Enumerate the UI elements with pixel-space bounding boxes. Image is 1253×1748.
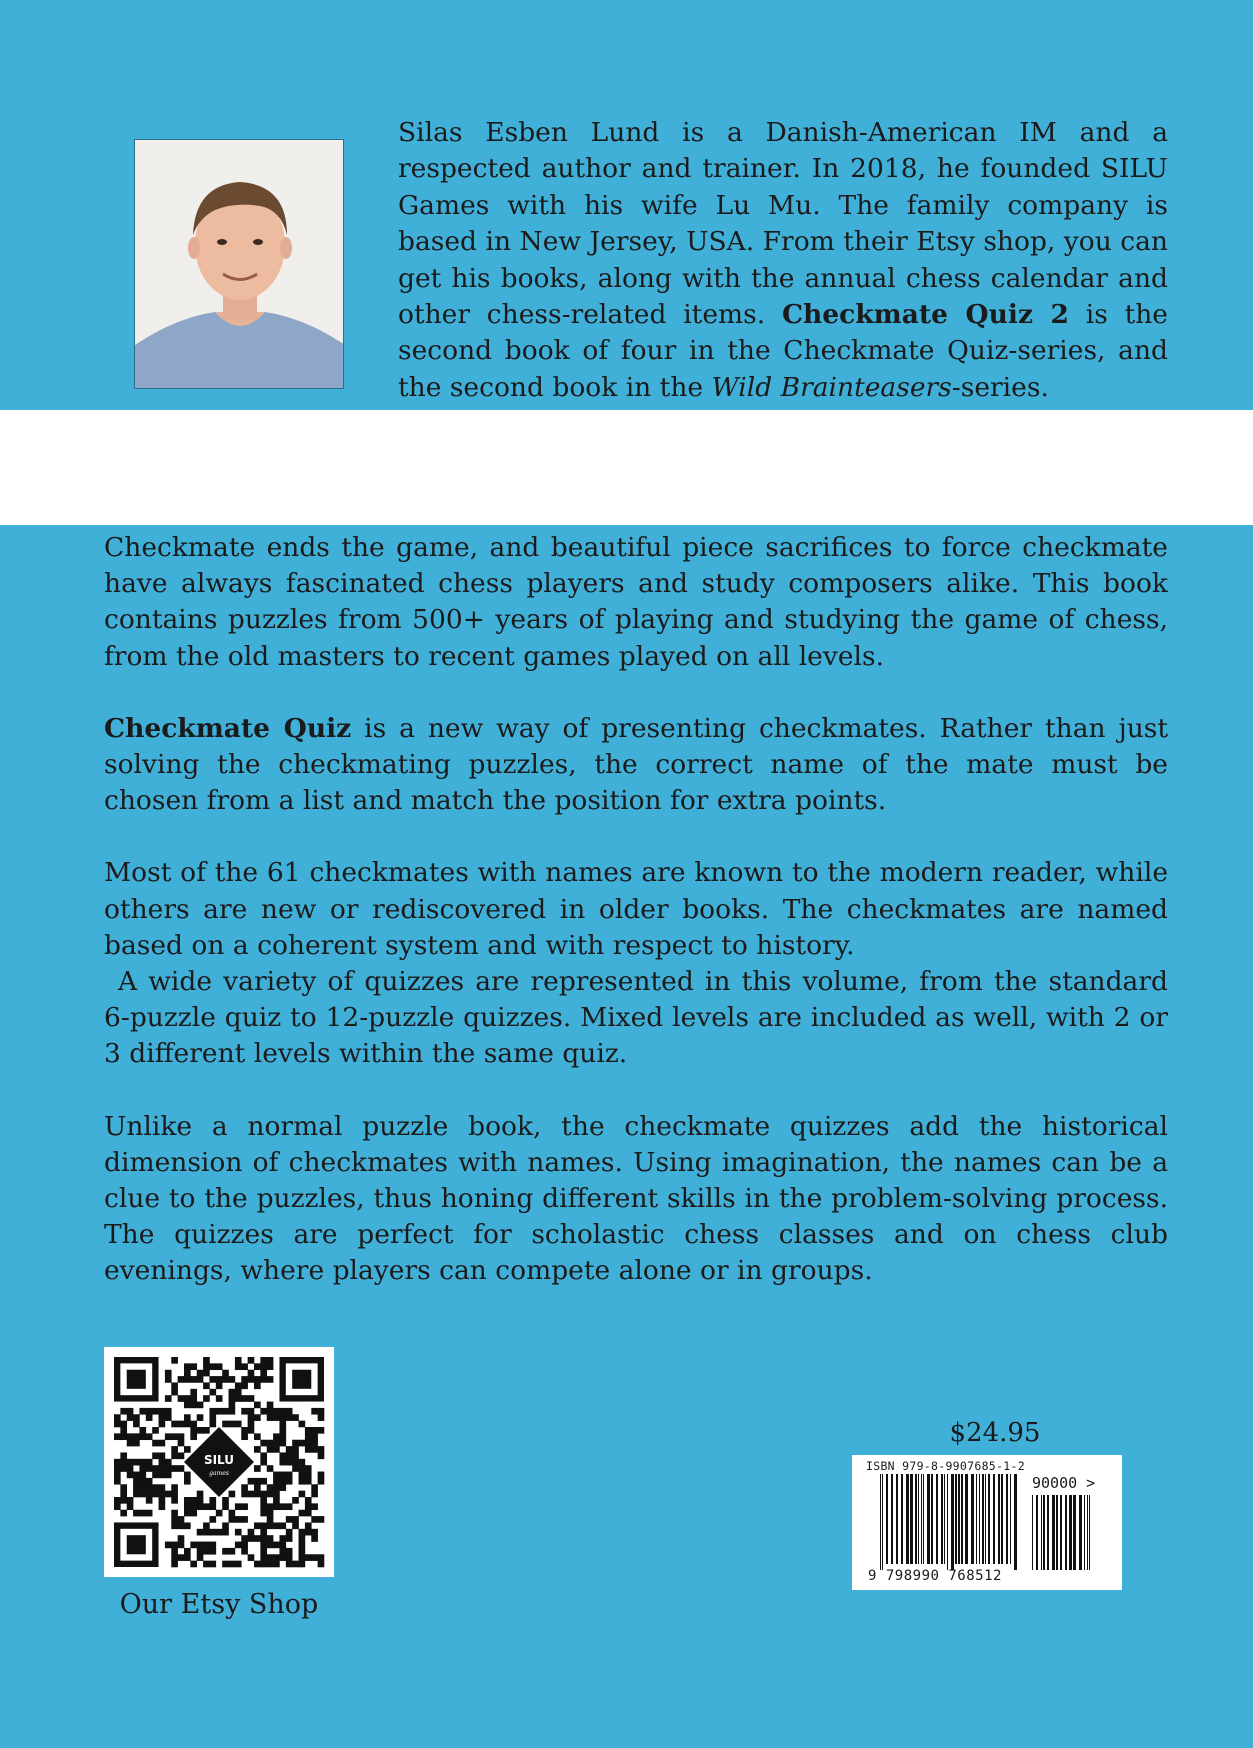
isbn-barcode (852, 1455, 1122, 1590)
author-photo (134, 139, 344, 389)
author-bio: Silas Esben Lund is a Danish-American IM and a respected author and trainer. In 2018, he founded SILU Games with his wife Lu Mu. The family company is based in New Jersey, USA. From their Etsy shop, you can get his books, along with the annual chess calendar and other chess-related items. Checkmate Quiz 2 is the second book of four in the Checkmate Quiz-series, and the second book in the Wild Brainteasers-series. (398, 117, 1168, 403)
description-paragraph: Checkmate Quiz is a new way of presenting checkmates. Rather than just solving the checkmating puzzles, the correct name of the mate must be chosen from a list and match the position for extra points. (104, 712, 1169, 817)
book-description (104, 530, 1168, 1290)
description-paragraph: Checkmate ends the game, and beautiful piece sacrifices to force checkmate have always fascinated chess players and study composers alike. This book contains puzzles from 500+ years of playing and studying the game of chess, from the old masters to recent games played on all levels. (104, 532, 1168, 672)
qr-logo-text: SILU (203, 1453, 235, 1467)
etsy-qr-code[interactable] (104, 1347, 334, 1577)
series-name: Wild Brainteasers (711, 371, 952, 403)
qr-caption: Our Etsy Shop (119, 1589, 319, 1620)
isbn-text: ISBN 979-8-9907685-1-2 (866, 1459, 1025, 1473)
addon-code: 90000 > (1032, 1474, 1096, 1492)
book-title: Checkmate Quiz 2 (781, 299, 1069, 331)
price-label: $24.95 (949, 1418, 1041, 1448)
ean-number: 9 798990 768512 (868, 1568, 1002, 1584)
description-paragraph: Unlike a normal puzzle book, the checkmate quizzes add the historical dimension of checkmates with names. Using imagination, the names can be a clue to the puzzles, thus honing different skills in the problem-solving process. The quizzes are perfect for scholastic chess classes and on chess club evenings, where players can compete alone or in groups. (104, 1110, 1168, 1287)
description-paragraph: Most of the 61 checkmates with names are known to the modern reader, while others are new or rediscovered in older books. The checkmates are named based on a coherent system and with respect to history. (104, 857, 1168, 961)
qr-logo-subtext: games (209, 1470, 229, 1477)
description-paragraph: A wide variety of quizzes are represented in this volume, from the standard 6-puzzle quiz to 12-puzzle quizzes. Mixed levels are included as well, with 2 or 3 different levels within the same quiz. (104, 966, 1168, 1070)
white-divider-band (0, 410, 1253, 525)
